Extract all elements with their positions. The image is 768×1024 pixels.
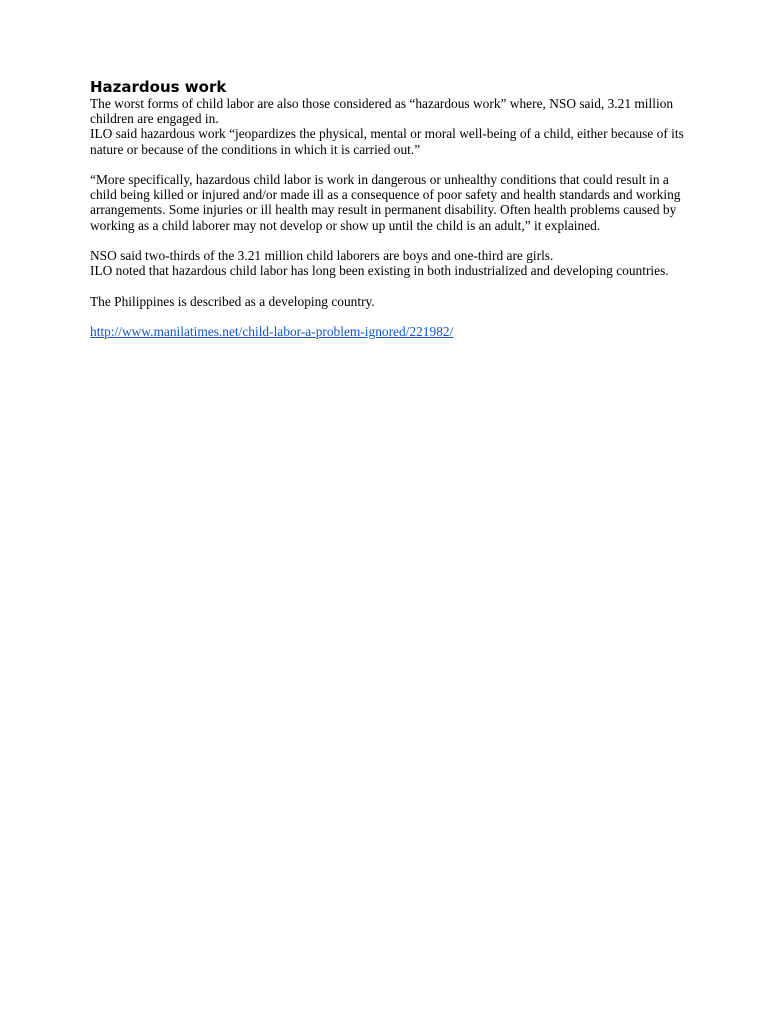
- document-page: [90, 78, 690, 339]
- paragraph-ilo-definition: ILO said hazardous work “jeopardizes the physical, mental or moral well-being of a child, either because of its nature or because of the conditions in which it is carried out.”: [90, 126, 684, 157]
- paragraph-philippines: The Philippines is described as a developing country.: [90, 293, 375, 309]
- paragraph-spacer: [90, 278, 690, 293]
- paragraph-nso-statistics: NSO said two-thirds of the 3.21 million child laborers are boys and one-third are girls.: [90, 248, 554, 263]
- paragraph-spacer: [90, 157, 690, 172]
- paragraph-ilo-quote: “More specifically, hazardous child labor is work in dangerous or unhealthy conditions that could result in a child being killed or injured and/or made ill as a consequence of poor safety and health standards and working arrangements. Some injuries or ill health may result in permanent disability. Often health problems caused by working as a child laborer may not develop or show up until the child is an adult,” it explained.: [90, 172, 681, 233]
- section-heading: Hazardous work: [90, 78, 227, 96]
- source-link[interactable]: http://www.manilatimes.net/child-labor-a-problem-ignored/221982/: [90, 323, 454, 339]
- paragraph-spacer: [90, 309, 690, 324]
- paragraph-spacer: [90, 233, 690, 248]
- paragraph-ilo-note: ILO noted that hazardous child labor has long been existing in both industrialized and developing countries.: [90, 263, 669, 279]
- paragraph-hazardous-work-intro: The worst forms of child labor are also those considered as “hazardous work” where, NSO said, 3.21 million children are engaged in.: [90, 96, 674, 127]
- source-line: [90, 324, 690, 339]
